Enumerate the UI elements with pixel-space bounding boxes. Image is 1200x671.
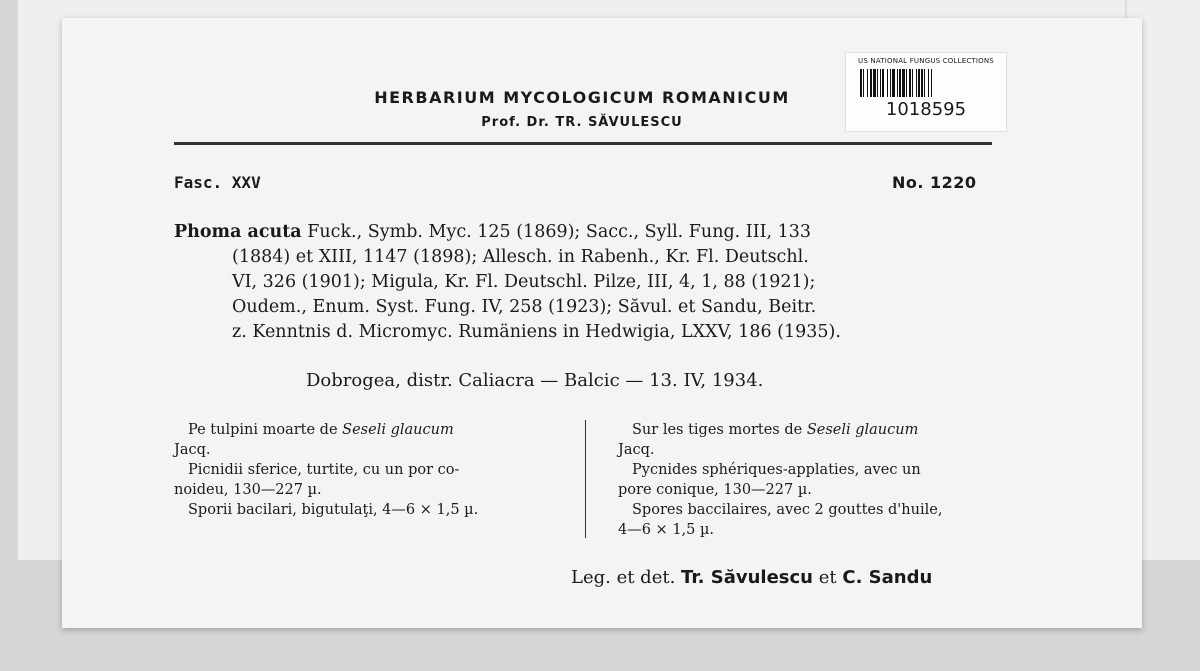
description-romanian <box>174 420 564 520</box>
citation-line-4: Oudem., Enum. Syst. Fung. IV, 258 (1923); Săvul. et Sandu, Beitr. <box>232 297 817 317</box>
barcode-sticker <box>845 52 1007 132</box>
ro-line-3: Picnidii sferice, turtite, cu un por co- <box>188 462 460 478</box>
description-french <box>618 420 1018 540</box>
header-rule <box>174 142 992 145</box>
barcode-icon <box>860 69 992 97</box>
ro-host-prefix: Pe tulpini moarte de <box>188 422 343 438</box>
collector-line <box>571 567 932 588</box>
ro-line-2: Jacq. <box>174 442 211 458</box>
barcode-collection-label: US NATIONAL FUNGUS COLLECTIONS <box>858 57 994 65</box>
fr-line-2: Jacq. <box>618 442 655 458</box>
fr-line-5: Spores baccilaires, avec 2 gouttes d'huile, <box>632 502 943 518</box>
specimen-label <box>62 18 1142 628</box>
citation-line-5: z. Kenntnis d. Micromyc. Rumäniens in Hedwigia, LXXV, 186 (1935). <box>232 322 841 342</box>
ro-host-name: Seseli glaucum <box>342 422 454 438</box>
collector-conjunction: et <box>818 567 837 588</box>
citation-line-3: VI, 326 (1901); Migula, Kr. Fl. Deutschl. Pilze, III, 4, 1, 88 (1921); <box>232 272 816 292</box>
fr-line-4: pore conique, 130—227 µ. <box>618 482 812 498</box>
ro-line-4: noideu, 130—227 µ. <box>174 482 322 498</box>
fr-host-prefix: Sur les tiges mortes de <box>632 422 807 438</box>
citation-line-1: Fuck., Symb. Myc. 125 (1869); Sacc., Syll. Fung. III, 133 <box>307 222 812 242</box>
herbarium-title: HERBARIUM MYCOLOGICUM ROMANICUM <box>374 88 790 107</box>
species-name: Phoma acuta <box>174 222 302 242</box>
fr-line-6: 4—6 × 1,5 µ. <box>618 522 715 538</box>
ro-line-5: Sporii bacilari, bigutulaţi, 4—6 × 1,5 µ. <box>188 502 479 518</box>
barcode-bar <box>932 69 934 97</box>
taxon-citation <box>174 220 1004 345</box>
collector-name-2: C. Sandu <box>842 567 933 588</box>
barcode-number: 1018595 <box>885 99 967 120</box>
collector-name-1: Tr. Săvulescu <box>681 567 813 588</box>
herbarium-curator: Prof. Dr. TR. SĂVULESCU <box>481 115 683 130</box>
column-divider <box>585 420 586 538</box>
fascicle-number: Fasc. XXV <box>174 173 261 192</box>
exsiccata-number: No. 1220 <box>892 173 977 192</box>
fr-host-name: Seseli glaucum <box>806 422 919 438</box>
collector-prefix: Leg. et det. <box>571 567 676 588</box>
fr-line-3: Pycnides sphériques-applaties, avec un <box>632 462 921 478</box>
citation-line-2: (1884) et XIII, 1147 (1898); Allesch. in Rabenh., Kr. Fl. Deutschl. <box>232 247 809 267</box>
locality: Dobrogea, distr. Caliacra — Balcic — 13. IV, 1934. <box>306 370 764 391</box>
